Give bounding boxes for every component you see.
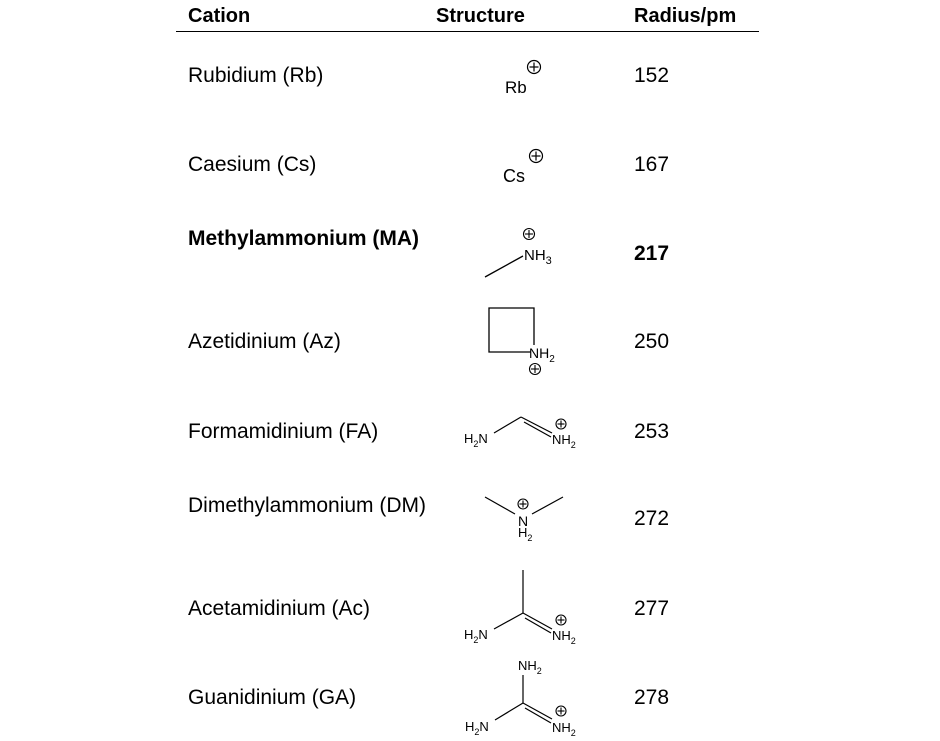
formamidinium-structure xyxy=(455,391,595,479)
header-cation: Cation xyxy=(188,5,251,27)
positive-charge-icon xyxy=(556,615,566,625)
ac-left-amine-label: $H_2N$ xyxy=(464,627,488,645)
cation-radius: 152 xyxy=(634,64,670,87)
positive-charge-icon xyxy=(518,499,528,509)
rb-symbol: Rb xyxy=(505,78,527,97)
dimethylammonium-structure xyxy=(455,479,595,567)
cation-radius: 250 xyxy=(634,330,670,353)
table-row xyxy=(0,215,940,303)
cs-symbol: Cs xyxy=(503,166,525,186)
cation-name: Acetamidinium (Ac) xyxy=(188,597,371,620)
table-row xyxy=(0,127,940,215)
dm-hydrogen-label: $H_2$ xyxy=(518,525,533,543)
azetidinium-structure xyxy=(455,302,595,390)
positive-charge-icon xyxy=(556,419,566,429)
header-radius: Radius/pm xyxy=(634,5,737,27)
table-row xyxy=(0,391,940,479)
table-row xyxy=(0,653,940,741)
table-row xyxy=(0,566,940,654)
rubidium-structure xyxy=(455,38,595,126)
header-divider xyxy=(176,31,759,32)
methylammonium-structure xyxy=(455,215,595,303)
table-header xyxy=(0,0,940,33)
cation-radius: 272 xyxy=(634,507,670,530)
cation-name: Rubidium (Rb) xyxy=(188,64,324,87)
ga-top-amine-label: $NH_2$ xyxy=(518,658,542,676)
table-row xyxy=(0,302,940,390)
cation-radius: 278 xyxy=(634,686,670,709)
positive-charge-icon xyxy=(530,364,541,375)
cation-radius: 253 xyxy=(634,420,670,443)
cation-radius: 277 xyxy=(634,597,670,620)
positive-charge-icon xyxy=(528,61,541,74)
guanidinium-structure xyxy=(455,653,595,741)
cation-name: Dimethylammonium (DM) xyxy=(188,494,427,517)
cation-name: Azetidinium (Az) xyxy=(188,330,341,353)
cation-name: Guanidinium (GA) xyxy=(188,686,357,709)
az-nitrogen-label: $NH_2$ xyxy=(529,345,555,365)
positive-charge-icon xyxy=(524,229,535,240)
dm-nitrogen-label: N xyxy=(518,513,529,529)
caesium-structure xyxy=(455,127,595,215)
cation-name: Methylammonium (MA) xyxy=(188,227,419,250)
fa-right-amine-label: $NH_2$ xyxy=(552,432,576,450)
ga-left-amine-label: $H_2N$ xyxy=(465,719,489,737)
ga-right-amine-label: $NH_2$ xyxy=(552,720,576,738)
cation-name: Formamidinium (FA) xyxy=(188,420,379,443)
ma-nitrogen-label: $NH_3$ xyxy=(524,247,552,267)
ac-right-amine-label: $NH_2$ xyxy=(552,628,576,646)
cation-name: Caesium (Cs) xyxy=(188,153,317,176)
header-structure: Structure xyxy=(436,5,525,27)
positive-charge-icon xyxy=(530,150,543,163)
table-row xyxy=(0,479,940,567)
acetamidinium-structure xyxy=(455,566,595,654)
cation-radius: 167 xyxy=(634,153,670,176)
table-row xyxy=(0,38,940,126)
cation-radius: 217 xyxy=(634,242,670,265)
fa-left-amine-label: $H_2N$ xyxy=(464,431,488,449)
positive-charge-icon xyxy=(556,706,566,716)
